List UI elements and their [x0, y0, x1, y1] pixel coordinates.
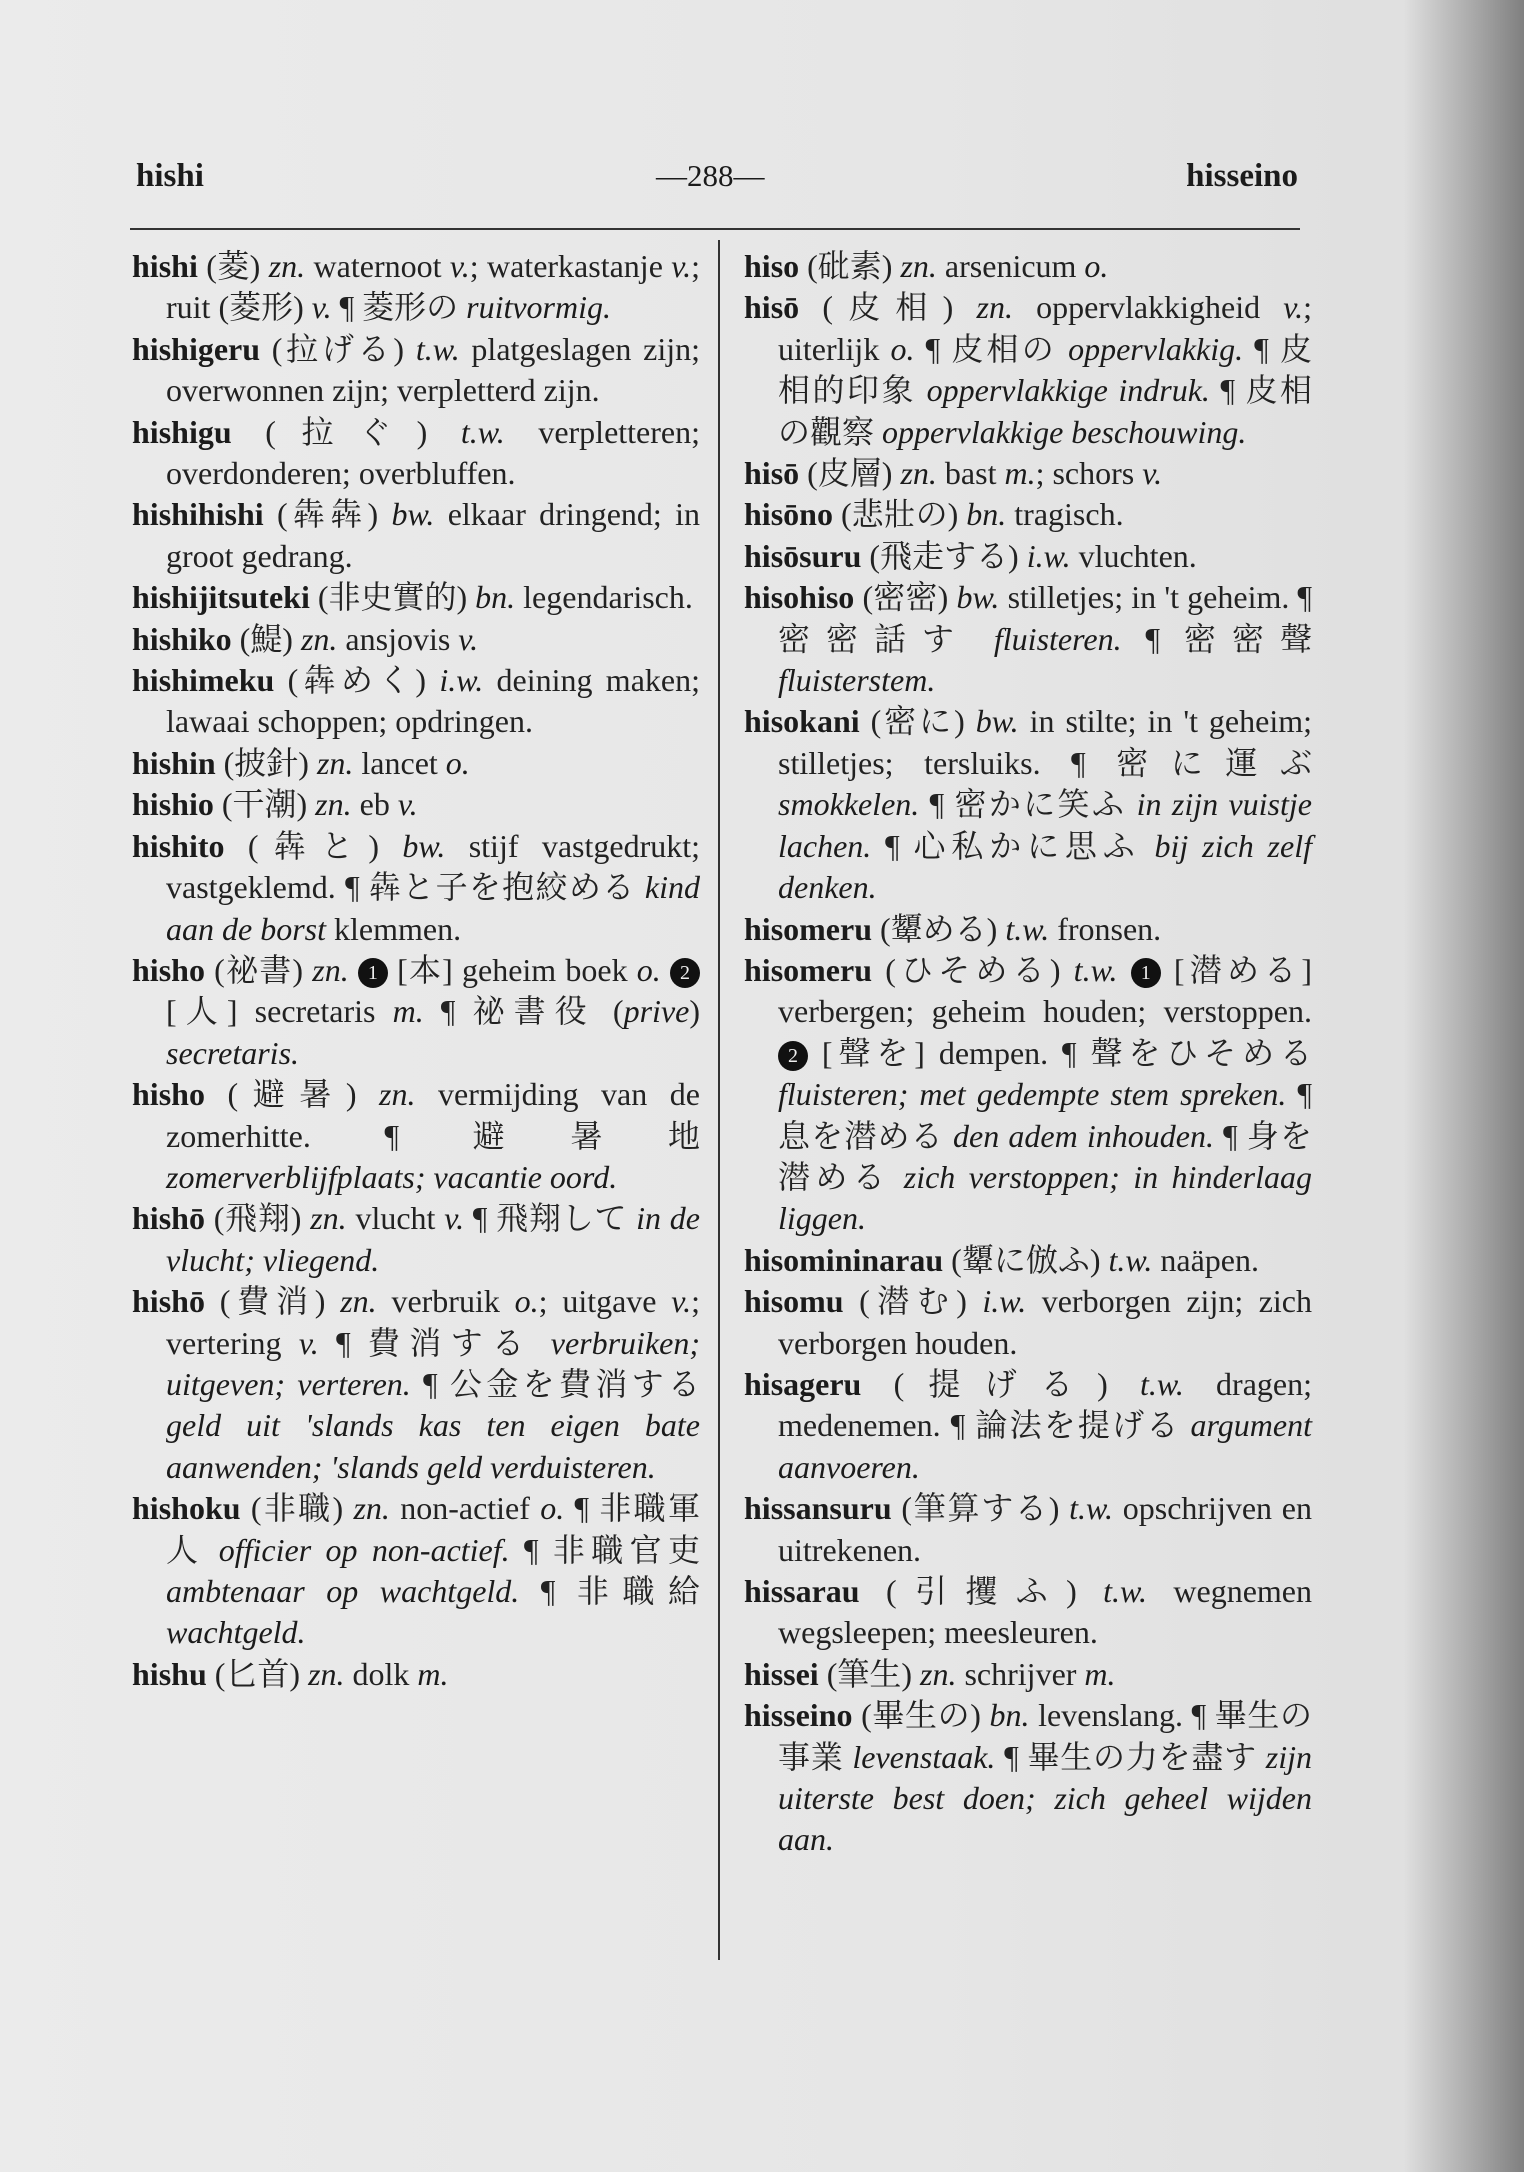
entry-italic-text: in de vlucht; vliegend.	[166, 1200, 701, 1278]
entry-italic-text: in zijn vuistje lachen.	[778, 786, 1312, 864]
entry-italic-text: v.	[671, 248, 692, 284]
dictionary-entry	[132, 412, 700, 495]
entry-text: (皮層)	[807, 455, 901, 492]
dictionary-entry	[744, 577, 1312, 701]
entry-italic-text: t.w.	[460, 413, 505, 450]
entry-italic-text: oppervlakkig.	[1068, 330, 1244, 367]
headword: hisageru	[744, 1365, 862, 1402]
entry-italic-text: o.	[445, 744, 470, 781]
sense-number-mark: 1	[1131, 958, 1161, 988]
entry-italic-text: argument aanvoeren.	[778, 1407, 1312, 1485]
entry-italic-text: bw.	[975, 703, 1019, 740]
dictionary-entry	[132, 246, 700, 329]
entry-text: (避暑)	[227, 1076, 380, 1113]
dictionary-entry	[744, 1571, 1312, 1654]
entry-italic-text: t.w.	[415, 330, 460, 367]
entry-text: bast	[936, 455, 1005, 492]
entry-italic-text: m.	[1084, 1655, 1116, 1692]
headword: hishu	[132, 1655, 207, 1692]
headword: hisō	[744, 455, 800, 492]
entry-text	[661, 952, 670, 988]
dictionary-entry	[744, 1488, 1312, 1571]
entry-text: in stilte; in 't geheim; stilletjes; tersluiks. ¶ 密に運ぶ	[778, 703, 1313, 781]
entry-text: ; uiterlijk	[778, 289, 1312, 367]
entry-text: ¶ 心私かに思ふ	[871, 827, 1155, 864]
entry-text: verpletteren; overdonderen; overbluffen.	[166, 413, 701, 492]
entry-italic-text: v.	[444, 1200, 465, 1237]
dictionary-entry	[132, 950, 700, 1074]
entry-italic-text: fluisterstem.	[778, 662, 936, 699]
entry-text: (匕首)	[214, 1655, 309, 1692]
entry-text: verbruik	[376, 1283, 515, 1320]
entry-italic-text: t.w.	[1139, 1365, 1184, 1402]
entry-text: ¶ 密密聲	[1121, 620, 1312, 657]
entry-italic-text: zn.	[379, 1076, 416, 1113]
sense-number-mark: 1	[358, 958, 388, 988]
entry-text: klemmen.	[326, 910, 462, 947]
entry-text: (披針)	[223, 744, 317, 781]
entry-text: )	[689, 993, 700, 1030]
dictionary-entry	[132, 1198, 700, 1281]
entry-text: platgeslagen zijn; overwonnen zijn; verpletterd zijn.	[166, 330, 700, 409]
entry-text	[349, 952, 358, 988]
page-number: —288—	[656, 158, 765, 193]
entry-italic-text: ambtenaar op wachtgeld.	[166, 1573, 520, 1609]
entry-text: ¶ 皮相の觀察	[778, 372, 1312, 450]
entry-text: [人] secretaris	[166, 993, 393, 1030]
header-right-guideword: hisseino	[1186, 158, 1298, 194]
dictionary-entry	[132, 1281, 700, 1488]
entry-text: (皮相)	[822, 289, 977, 326]
dictionary-entry	[744, 1695, 1312, 1861]
entry-text: ¶ 非職軍人	[166, 1490, 700, 1568]
headword: hisokani	[744, 703, 860, 740]
entry-text: stijf vastgedrukt; vastgeklemd. ¶ 犇と子を抱絞める	[166, 827, 701, 906]
entry-text: (顰める)	[880, 910, 1006, 947]
headword: hisseino	[744, 1697, 853, 1734]
entry-text: (非史實的)	[317, 579, 476, 616]
entry-italic-text: prive	[623, 993, 690, 1030]
entry-text: verborgen zijn; zich verborgen houden.	[778, 1283, 1313, 1361]
headword: hiso	[744, 248, 800, 284]
headword: hisōsuru	[744, 537, 862, 574]
entry-italic-text: v.	[311, 289, 332, 326]
dictionary-entry	[744, 909, 1312, 950]
dictionary-entry	[132, 1654, 700, 1695]
entry-text: (砒素)	[807, 248, 901, 284]
headword: hishigeru	[132, 330, 261, 367]
headword: hishi	[132, 248, 198, 284]
entry-text: ; vertering	[166, 1283, 701, 1361]
entry-text: dragen; medenemen. ¶ 論法を提げる	[778, 1365, 1312, 1444]
entry-text: (菱)	[206, 248, 269, 284]
entry-text: (飛走する)	[869, 537, 1027, 574]
entry-text: (飛翔)	[213, 1200, 311, 1237]
entry-italic-text: i.w.	[982, 1283, 1027, 1320]
entry-italic-text: v.	[458, 620, 479, 657]
entry-text: ¶ 菱形の	[331, 289, 467, 326]
entry-text: waternoot	[305, 248, 450, 284]
entry-text: (筆算する)	[901, 1490, 1070, 1527]
entry-text: (ひそめる)	[885, 951, 1074, 988]
entry-text: deining maken; lawaai schoppen; opdringen.	[166, 662, 700, 740]
entry-italic-text: bw.	[391, 496, 435, 533]
entry-italic-text: fluisteren; met gedempte stem spreken.	[778, 1076, 1287, 1113]
entry-italic-text: v.	[298, 1324, 319, 1361]
entry-text: (干潮)	[221, 786, 316, 823]
entry-text: elkaar dringend; in groot gedrang.	[166, 496, 700, 574]
dictionary-entry	[132, 826, 700, 950]
headword: hisomeru	[744, 910, 872, 947]
entry-text: wegnemen wegsleepen; meesleuren.	[778, 1573, 1312, 1651]
entry-text: lancet	[353, 744, 446, 781]
entry-italic-text: zn.	[353, 1490, 390, 1527]
dictionary-entry	[132, 1074, 700, 1198]
entry-italic-text: zn.	[310, 1200, 347, 1237]
headword: hisho	[132, 1076, 205, 1113]
entry-text: (悲壯の)	[840, 496, 967, 533]
headword: hissansuru	[744, 1490, 892, 1527]
entry-italic-text: bw.	[956, 579, 1000, 616]
entry-italic-text: o.	[1084, 248, 1109, 284]
entry-italic-text: i.w.	[439, 662, 484, 699]
headword: hishō	[132, 1200, 205, 1237]
page-edge-shadow	[1404, 0, 1524, 2172]
entry-italic-text: v.	[397, 786, 418, 823]
entry-text: ; schors	[1035, 455, 1143, 492]
entry-text: ¶ 非職給	[519, 1573, 700, 1609]
dictionary-entry	[132, 577, 700, 618]
entry-text: [潜める] verbergen; geheim houden; verstoppen.	[778, 951, 1313, 1030]
right-column	[744, 246, 1312, 1861]
headword: hisho	[132, 951, 205, 988]
entry-text: ¶ 皮相的印象	[778, 330, 1312, 409]
entry-italic-text: m.	[417, 1655, 449, 1692]
dictionary-entry	[744, 453, 1312, 494]
entry-text: arsenicum	[936, 248, 1085, 284]
dictionary-entry	[744, 1281, 1312, 1364]
entry-italic-text: zn.	[315, 786, 352, 823]
headword: hishijitsuteki	[132, 579, 310, 616]
entry-text: tragisch.	[1006, 496, 1124, 533]
entry-text: vlucht	[346, 1200, 445, 1237]
entry-italic-text: geld uit 'slands kas ten eigen bate aanwenden; 'slands geld verduisteren.	[166, 1407, 700, 1485]
entry-italic-text: t.w.	[1069, 1490, 1114, 1527]
headword: hishin	[132, 744, 216, 781]
sense-number-mark: 2	[778, 1041, 808, 1071]
dictionary-entry	[132, 660, 700, 743]
headword: hisomu	[744, 1283, 844, 1320]
headword: hishihishi	[132, 496, 264, 533]
entry-text: fronsen.	[1049, 910, 1162, 947]
entry-italic-text: o.	[540, 1490, 565, 1527]
entry-text: dolk	[344, 1655, 418, 1692]
entry-text: ¶ 身を潜める	[778, 1117, 1312, 1195]
entry-text: (犇と)	[247, 827, 403, 864]
entry-italic-text: bn.	[966, 496, 1007, 533]
entry-text: ¶ 飛翔して	[464, 1200, 637, 1237]
entry-text: vluchten.	[1070, 537, 1197, 574]
entry-italic-text: zn.	[900, 248, 937, 284]
entry-text: stilletjes; in 't geheim. ¶ 密密話す	[778, 579, 1313, 657]
entry-text: vermijding van de zomerhitte. ¶ 避暑地	[166, 1076, 700, 1154]
dictionary-entry	[744, 1364, 1312, 1488]
dictionary-entry	[132, 619, 700, 660]
entry-italic-text: zn.	[900, 455, 937, 492]
dictionary-entry	[744, 701, 1312, 908]
entry-italic-text: zn.	[308, 1655, 345, 1692]
entry-italic-text: t.w.	[1103, 1573, 1148, 1609]
entry-text: eb	[351, 786, 398, 823]
entry-italic-text: v.	[449, 248, 470, 284]
entry-italic-text: zn.	[268, 248, 306, 284]
headword: hishoku	[132, 1490, 241, 1527]
headword: hishio	[132, 786, 214, 823]
entry-italic-text: zijn uiterste best doen; zich geheel wijden aan.	[778, 1738, 1312, 1858]
running-header	[136, 158, 1298, 208]
entry-text: ¶ 費消する	[318, 1324, 551, 1361]
entry-text: levenslang. ¶ 畢生の事業	[778, 1697, 1312, 1775]
headword: hishigu	[132, 413, 232, 450]
entry-text: ; uitgave	[538, 1283, 672, 1320]
sense-number-mark: 2	[670, 958, 700, 988]
header-rule	[130, 228, 1300, 230]
entry-text: [聲を] dempen. ¶ 聲をひそめる	[808, 1034, 1312, 1071]
entry-text: ¶ 皮相の	[914, 330, 1069, 367]
dictionary-entry	[744, 287, 1312, 453]
entry-italic-text: levenstaak.	[852, 1738, 996, 1775]
headword: hishimeku	[132, 662, 275, 699]
entry-italic-text: v.	[671, 1283, 692, 1320]
entry-italic-text: o.	[514, 1283, 539, 1320]
entry-italic-text: o.	[890, 330, 915, 367]
dictionary-entry	[744, 1240, 1312, 1281]
entry-italic-text: fluisteren.	[993, 620, 1122, 657]
entry-text: ¶ 非職官吏	[509, 1531, 700, 1568]
dictionary-entry	[132, 1488, 700, 1654]
entry-italic-text: oppervlakkige indruk.	[926, 372, 1210, 409]
entry-text: (犇犇)	[276, 496, 392, 533]
entry-italic-text: t.w.	[1073, 951, 1118, 988]
entry-italic-text: bw.	[402, 827, 446, 864]
entry-text: (畢生の)	[861, 1697, 990, 1734]
entry-text: ¶ 公金を費消する	[410, 1365, 700, 1402]
entry-text: (筆生)	[826, 1655, 921, 1692]
entry-text: [本] geheim boek	[387, 951, 637, 988]
headword: hisōno	[744, 496, 833, 533]
entry-text: ¶ 祕書役 (	[423, 993, 624, 1030]
entry-text: ; waterkastanje	[469, 248, 672, 284]
headword: hisomininarau	[744, 1241, 944, 1278]
headword: hisomeru	[744, 951, 872, 988]
headword: hishiko	[132, 620, 232, 657]
entry-italic-text: ruitvormig.	[466, 289, 611, 326]
entry-text	[1118, 952, 1131, 988]
dictionary-entry	[744, 246, 1312, 287]
entry-text: (拉ぐ)	[265, 413, 461, 450]
entry-text: (祕書)	[214, 951, 313, 988]
entry-italic-text: t.w.	[1005, 910, 1050, 947]
entry-italic-text: zn.	[300, 620, 338, 657]
dictionary-entry	[132, 329, 700, 412]
entry-text: ¶ 密かに笑ふ	[919, 786, 1137, 823]
entry-text: (密密)	[862, 579, 957, 616]
entry-italic-text: zn.	[316, 744, 354, 781]
entry-text: (犇めく)	[287, 662, 440, 699]
entry-italic-text: i.w.	[1026, 537, 1071, 574]
entry-italic-text: oppervlakkige beschouwing.	[882, 413, 1247, 450]
entry-italic-text: wachtgeld.	[166, 1614, 306, 1651]
entry-text: (引攫ふ)	[885, 1573, 1104, 1609]
dictionary-entry	[744, 1654, 1312, 1695]
entry-text: (非職)	[250, 1490, 354, 1527]
headword: hisō	[744, 289, 800, 326]
entry-italic-text: zn.	[920, 1655, 957, 1692]
entry-text: ansjovis	[337, 620, 459, 657]
dictionary-entry	[132, 743, 700, 784]
column-divider	[718, 240, 720, 1960]
entry-text: ¶ 息を潜める	[778, 1076, 1313, 1154]
header-left-guideword: hishi	[136, 158, 204, 194]
entry-italic-text: v.	[1283, 289, 1304, 326]
entry-italic-text: zn.	[312, 951, 349, 988]
dictionary-entry	[744, 494, 1312, 535]
entry-text: schrijver	[956, 1655, 1085, 1692]
entry-text: naäpen.	[1152, 1241, 1259, 1278]
headword: hishō	[132, 1283, 205, 1320]
entry-italic-text: zn.	[976, 289, 1013, 326]
headword: hissarau	[744, 1573, 860, 1609]
headword: hisohiso	[744, 579, 855, 616]
entry-italic-text: t.w.	[1108, 1241, 1153, 1278]
entry-text: (鯷)	[239, 620, 301, 657]
entry-italic-text: zomerverblijfplaats; vacantie oord.	[166, 1158, 618, 1195]
entry-text: (密に)	[870, 703, 976, 740]
entry-text: (提げる)	[893, 1365, 1140, 1402]
entry-italic-text: officier op non-actief.	[218, 1531, 510, 1568]
entry-text: oppervlakkigheid	[1012, 289, 1284, 326]
entry-text: opschrijven en uitrekenen.	[778, 1490, 1312, 1568]
headword: hishito	[132, 827, 225, 864]
entry-text: (顰に倣ふ)	[951, 1241, 1109, 1278]
entry-italic-text: bn.	[475, 579, 516, 616]
entry-italic-text: m.	[1004, 455, 1036, 492]
entry-italic-text: bn.	[989, 1697, 1030, 1734]
entry-text: (潜む)	[859, 1283, 983, 1320]
entry-text: ; ruit (菱形)	[166, 248, 701, 326]
dictionary-entry	[744, 950, 1312, 1240]
entry-italic-text: den adem inhouden.	[953, 1117, 1214, 1154]
entry-italic-text: smokkelen.	[778, 786, 920, 823]
entry-text: legendarisch.	[515, 579, 693, 616]
entry-italic-text: bij zich zelf denken.	[778, 827, 1312, 906]
entry-italic-text: secretaris.	[166, 1034, 300, 1071]
entry-text: (拉げる)	[271, 330, 416, 367]
entry-italic-text: m.	[392, 993, 424, 1030]
entry-text: non-actief	[389, 1490, 541, 1527]
dictionary-entry	[744, 536, 1312, 577]
entry-italic-text: zn.	[340, 1283, 377, 1320]
entry-text: (費消)	[219, 1283, 341, 1320]
left-column	[132, 246, 700, 1695]
entry-italic-text: verbruiken; uitgeven; verteren.	[166, 1324, 700, 1402]
entry-italic-text: zich verstoppen; in hinderlaag liggen.	[778, 1158, 1312, 1237]
entry-text: ¶ 畢生の力を盡す	[995, 1738, 1266, 1775]
entry-italic-text: kind aan de borst	[166, 869, 700, 947]
dictionary-entry	[132, 784, 700, 825]
headword: hissei	[744, 1655, 819, 1692]
dictionary-entry	[132, 494, 700, 577]
entry-italic-text: o.	[636, 951, 661, 988]
entry-italic-text: v.	[1142, 455, 1163, 492]
